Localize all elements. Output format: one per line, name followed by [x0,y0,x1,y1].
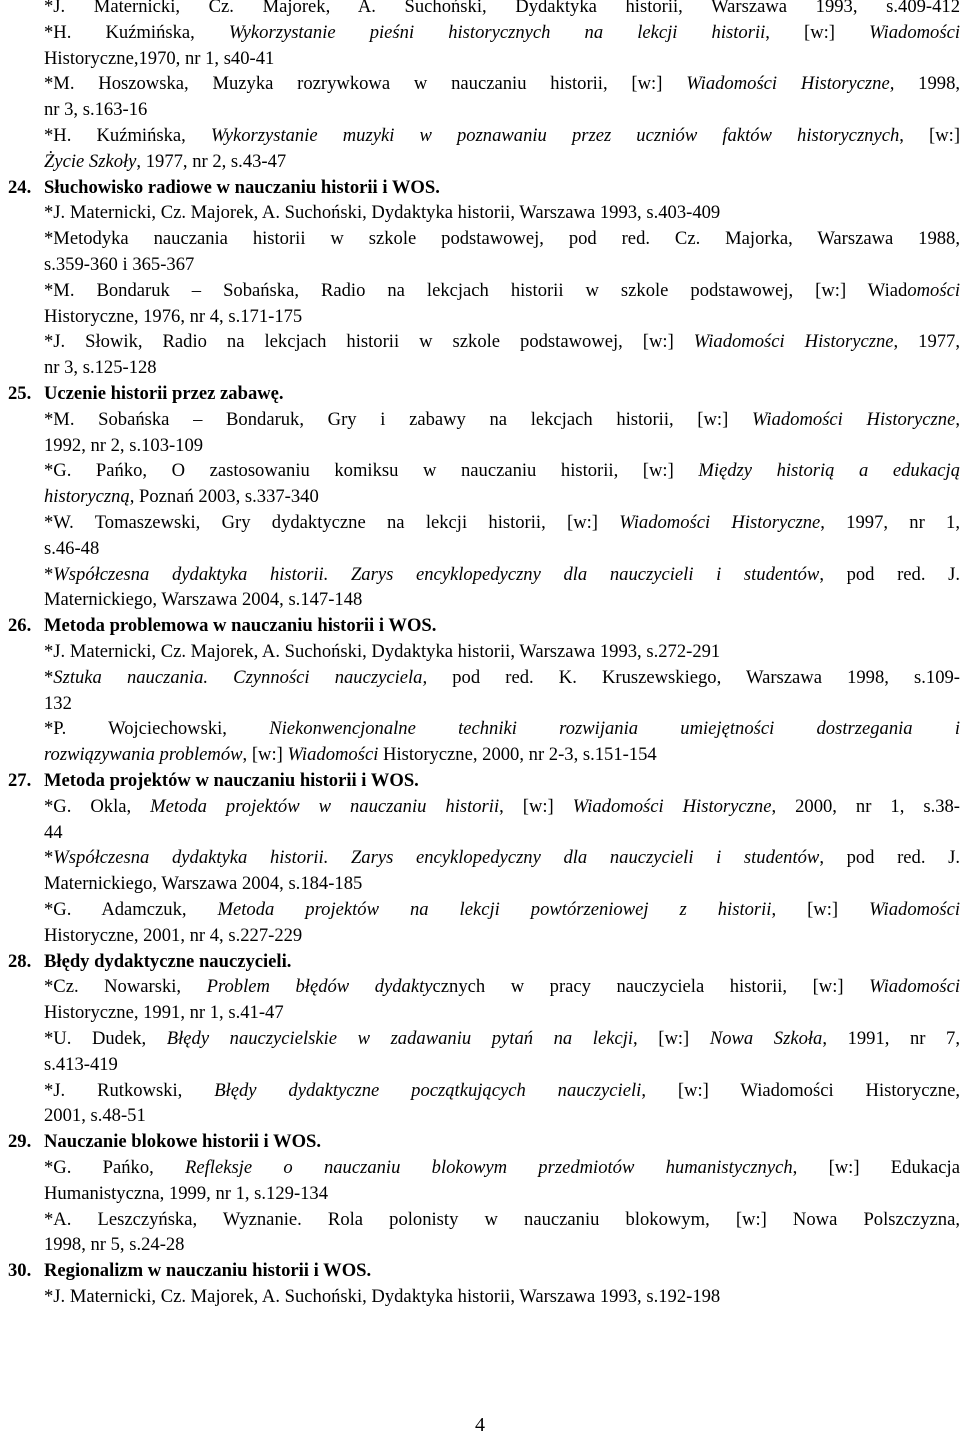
text-segment: *Metodyka nauczania historii w szkole podstawowej, pod red. Cz. Majorka, Warszawa 1988, [44,228,960,250]
text-segment: Maternickiego, Warszawa 2004, s.184-185 [44,873,363,895]
text-segment: pod red. K. Kruszewskiego, Warszawa 1998, s.109- [427,666,960,688]
section-title: Regionalizm w nauczaniu historii i WOS. [44,1260,372,1282]
text-segment: * [44,847,54,869]
section-title: Uczenie historii przez zabawę. [44,383,284,404]
section-number: 29. [8,1131,32,1153]
text-segment: 132 [44,692,72,714]
text-segment: , 1977, nr 2, s.43-47 [136,150,287,172]
italic-text: Wiadomości Historyczne [619,512,821,533]
text-segment: *G. Adamczuk, [44,899,218,920]
section-heading [8,381,284,407]
text-segment: , 1991, nr 7, [822,1028,960,1049]
section-number: 24. [8,176,32,198]
italic-text: Wiadomości Historyczne [693,331,894,353]
bibliography-line [44,304,302,330]
bibliography-line [44,1155,960,1181]
italic-text: Sztuka nauczania. Czynności nauczyciela, [53,666,428,688]
bibliography-line [44,639,720,665]
text-segment: , 1997, nr 1, [820,512,960,533]
text-segment: * [44,563,54,585]
bibliography-line [44,484,319,510]
text-segment: *Cz. Nowarski, [44,976,207,998]
section-title: Błędy dydaktyczne nauczycieli. [44,950,292,972]
text-segment: *G. Pańko, [44,1157,186,1178]
text-segment: , Poznań 2003, s.337-340 [129,486,319,508]
bibliography-line [44,46,274,72]
section-number: 28. [8,950,32,972]
bibliography-line [44,407,960,433]
text-segment: , [w:] [899,125,960,146]
bibliography-line [44,200,720,226]
section-heading [8,768,419,794]
bibliography-line [44,149,286,175]
italic-text: Wiadomości [869,976,960,998]
section-title: Metoda projektów w nauczaniu historii i WOS. [44,770,419,791]
bibliography-line [44,1232,184,1258]
section-title: Nauczanie blokowe historii i WOS. [44,1131,322,1153]
text-segment: *J. Słowik, Radio na lekcjach historii w szkole podstawowej, [w:] [44,331,694,353]
section-heading [8,949,291,975]
bibliography-line [44,820,63,846]
text-segment: , [w:] Wiadomości Historyczne, [641,1079,960,1101]
italic-text: rozwiązywania problemów [44,744,243,766]
text-segment: *W. Tomaszewski, Gry dydaktyczne na lekcji historii, [w:] [44,512,620,533]
text-segment: , [w:] [765,21,870,43]
text-segment: *A. Leszczyńska, Wyznanie. Rola polonisty w nauczaniu blokowym, [w:] Nowa Polszczyzna, [44,1208,960,1230]
text-segment: s.46-48 [44,537,100,559]
text-segment: , [w:] Edukacja [792,1157,960,1178]
text-segment: *J. Maternicki, Cz. Majorek, A. Suchoński, Dydaktyka historii, Warszawa 1993, s.409-412 [44,0,960,17]
text-segment: Historyczne, 1991, nr 1, s.41-47 [44,1002,284,1024]
italic-text: Wykorzystanie muzyki w poznawaniu przez uczniów faktów historycznych [210,125,900,146]
bibliography-line [44,123,960,149]
italic-text: Błędy dydaktyczne początkujących nauczycieli [214,1079,642,1101]
text-segment: 1998, [894,73,960,95]
bibliography-line [44,1207,960,1233]
text-segment: , [955,408,960,430]
section-number: 25. [8,383,32,404]
text-segment: , [w:] [499,795,573,817]
italic-text: Między historią a edukacją [698,460,960,482]
text-segment: s.413-419 [44,1053,118,1075]
text-segment: Historyczne, 2001, nr 4, s.227-229 [44,924,303,946]
bibliography-line [44,974,960,1000]
italic-text: Życie Szkoły [44,150,137,172]
text-segment: *M. Hoszowska, Muzyka rozrywkowa w nauczaniu historii, [w:] [44,73,687,95]
text-segment: , pod red. J. [819,563,960,585]
text-segment: *J. Maternicki, Cz. Majorek, A. Suchoński, Dydaktyka historii, Warszawa 1993, s.192-198 [44,1286,721,1307]
text-segment: 1998, nr 5, s.24-28 [44,1234,185,1256]
bibliography-line [44,1078,960,1104]
bibliography-line [44,871,362,897]
bibliography-line [44,742,657,768]
italic-text: Błędy nauczycielskie w zadawaniu pytań na lekcji [166,1028,634,1049]
bibliography-line [44,536,99,562]
italic-text: Nowa Szkoła [709,1028,823,1049]
italic-text: Wiadomości [869,899,960,920]
italic-text: Wykorzystanie pieśni historycznych na lekcji historii [228,21,766,43]
section-heading [8,613,436,639]
bibliography-line [44,278,960,304]
text-segment: s.359-360 i 365-367 [44,254,195,275]
bibliography-line [44,716,960,742]
text-segment: , pod red. J. [819,847,960,869]
bibliography-line [44,1284,720,1310]
italic-text: Współczesna dydaktyka historii. Zarys encyklopedyczny dla nauczycieli i studentów [53,847,820,869]
bibliography-line [44,1181,328,1207]
text-segment: , 1977, [893,331,960,353]
bibliography-line [44,0,960,20]
page-number: 4 [475,1414,485,1436]
text-segment: Humanistyczna, 1999, nr 1, s.129-134 [44,1182,329,1204]
section-title: Słuchowisko radiowe w nauczaniu historii i WOS. [44,176,440,198]
text-segment: *J. Rutkowski, [44,1079,215,1101]
text-segment: 2001, s.48-51 [44,1105,146,1127]
text-segment: 1992, nr 2, s.103-109 [44,434,204,456]
text-segment: *H. Kuźmińska, [44,21,229,43]
italic-text: Wiadomości [287,744,379,766]
text-segment: *G. Pańko, O zastosowaniu komiksu w nauczaniu historii, [w:] [44,460,699,482]
italic-text: historyczną [44,486,130,508]
text-segment: *U. Dudek, [44,1028,167,1049]
bibliography-line [44,97,147,123]
italic-text: omości [907,279,960,301]
italic-text: Metoda projektów w nauczaniu historii [150,795,500,817]
text-segment: , [w:] [242,744,288,766]
italic-text: Wiadomości Historyczne [751,408,956,430]
bibliography-line [44,510,960,536]
section-number: 26. [8,615,32,637]
text-segment: *G. Okla, [44,795,151,817]
bibliography-line [44,1026,960,1052]
bibliography-line [44,329,960,355]
text-segment: , 2000, nr 1, s.38- [771,795,960,817]
italic-text: Metoda projektów na lekcji powtórzeniowej z historii [217,899,772,920]
italic-text: Wiadomości Historyczne [572,795,772,817]
bibliography-line [44,252,194,278]
text-segment: Historyczne, 1976, nr 4, s.171-175 [44,305,303,327]
text-segment: nr 3, s.125-128 [44,357,157,379]
section-number: 27. [8,770,32,791]
bibliography-line [44,562,960,588]
italic-text: Współczesna dydaktyka historii. Zarys encyklopedyczny dla nauczycieli i studentów [53,563,820,585]
text-segment: * [44,666,54,688]
text-segment: , [w:] [771,899,870,920]
bibliography-line [44,587,362,613]
italic-text: Wiadomości Historyczne, [686,73,895,95]
bibliography-line [44,691,72,717]
italic-text: Refleksje o nauczaniu blokowym przedmiotów humanistycznych [185,1157,793,1178]
italic-text: Problem błędów dydakty [206,976,433,998]
bibliography-line [44,1000,284,1026]
text-segment: cznych w pracy nauczyciela historii, [w:] [432,976,870,998]
section-heading [8,175,440,201]
text-segment: , [w:] [633,1028,710,1049]
text-segment: nr 3, s.163-16 [44,99,148,121]
bibliography-line [44,665,960,691]
section-title: Metoda problemowa w nauczaniu historii i WOS. [44,615,437,637]
italic-text: Wiadomości [869,21,960,43]
bibliography-line [44,20,960,46]
text-segment: *H. Kuźmińska, [44,125,211,146]
bibliography-line [44,226,960,252]
bibliography-line [44,71,960,97]
section-heading [8,1129,321,1155]
italic-text: Niekonwencjonalne techniki rozwijania umiejętności dostrzegania i [269,718,960,740]
bibliography-line [44,897,960,923]
text-segment: *J. Maternicki, Cz. Majorek, A. Suchoński, Dydaktyka historii, Warszawa 1993, s.403-409 [44,202,721,224]
text-segment: Maternickiego, Warszawa 2004, s.147-148 [44,589,363,611]
section-number: 30. [8,1260,32,1282]
text-segment: *M. Sobańska – Bondaruk, Gry i zabawy na lekcjach historii, [w:] [44,408,752,430]
bibliography-line [44,1103,146,1129]
bibliography-line [44,433,203,459]
bibliography-line [44,458,960,484]
text-segment: 44 [44,821,63,843]
bibliography-line [44,845,960,871]
section-heading [8,1258,371,1284]
text-segment: *M. Bondaruk – Sobańska, Radio na lekcjach historii w szkole podstawowej, [w:] Wiad [44,279,908,301]
bibliography-line [44,923,302,949]
bibliography-line [44,1052,118,1078]
text-segment: *P. Wojciechowski, [44,718,270,740]
bibliography-line [44,794,960,820]
text-segment: Historyczne, 2000, nr 2-3, s.151-154 [378,744,657,766]
bibliography-line [44,355,157,381]
text-segment: *J. Maternicki, Cz. Majorek, A. Suchoński, Dydaktyka historii, Warszawa 1993, s.272-291 [44,641,721,662]
text-segment: Historyczne,1970, nr 1, s40-41 [44,47,275,69]
